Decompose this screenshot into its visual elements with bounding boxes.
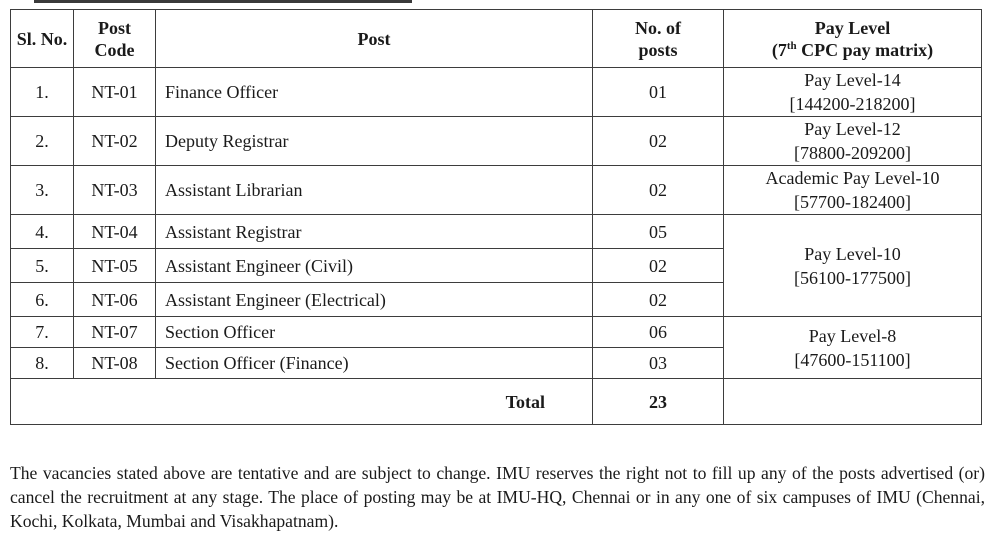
table-header-row bbox=[11, 10, 982, 68]
post-code-cell: NT-08 bbox=[74, 348, 156, 379]
header-post: Post bbox=[156, 10, 593, 68]
post-code-cell: NT-02 bbox=[74, 117, 156, 166]
sl-no-cell: 2. bbox=[11, 117, 74, 166]
post-name-cell: Section Officer bbox=[156, 317, 593, 348]
table-row bbox=[11, 117, 982, 166]
post-code-cell: NT-07 bbox=[74, 317, 156, 348]
post-count-cell: 02 bbox=[593, 117, 724, 166]
post-count-cell: 06 bbox=[593, 317, 724, 348]
post-code-cell: NT-04 bbox=[74, 215, 156, 249]
pay-level-name: Pay Level-10 bbox=[804, 243, 901, 264]
sl-no-cell: 5. bbox=[11, 249, 74, 283]
post-code-cell: NT-05 bbox=[74, 249, 156, 283]
header-num-posts: No. of posts bbox=[593, 10, 724, 68]
sl-no-cell: 1. bbox=[11, 68, 74, 117]
pay-level-name: Academic Pay Level-10 bbox=[765, 168, 940, 188]
top-rule-divider bbox=[34, 0, 412, 3]
header-post-code: Post Code bbox=[74, 10, 156, 68]
total-label: Total bbox=[11, 379, 593, 425]
post-count-cell: 05 bbox=[593, 215, 724, 249]
pay-level-range: [144200-218200] bbox=[789, 94, 916, 114]
post-count-cell: 03 bbox=[593, 348, 724, 379]
post-name-cell: Section Officer (Finance) bbox=[156, 348, 593, 379]
sl-no-cell: 7. bbox=[11, 317, 74, 348]
vacancy-note: The vacancies stated above are tentative and are subject to change. IMU reserves the right not to fill up any of the posts advertised (or) cancel the recruitment at any stage. The place of posting may be at IMU-HQ, Chennai or in any one of six campuses of IMU (Chennai, Kochi, Kolkata, Mumbai and Visakhapatnam). bbox=[10, 463, 985, 531]
table-row bbox=[11, 166, 982, 215]
post-name-cell: Assistant Librarian bbox=[156, 166, 593, 215]
post-count-cell: 02 bbox=[593, 249, 724, 283]
table-row bbox=[11, 215, 982, 249]
total-empty-cell bbox=[724, 379, 982, 425]
post-name-cell: Assistant Registrar bbox=[156, 215, 593, 249]
header-sl-no: Sl. No. bbox=[11, 10, 74, 68]
post-name-cell: Assistant Engineer (Civil) bbox=[156, 249, 593, 283]
pay-level-cell bbox=[724, 317, 982, 379]
posts-table bbox=[10, 9, 982, 425]
sl-no-cell: 8. bbox=[11, 348, 74, 379]
post-code-cell: NT-03 bbox=[74, 166, 156, 215]
pay-level-cell bbox=[724, 215, 982, 317]
pay-level-range: [56100-177500] bbox=[794, 267, 911, 288]
post-name-cell: Finance Officer bbox=[156, 68, 593, 117]
pay-level-name: Pay Level-14 bbox=[804, 70, 901, 90]
total-row bbox=[11, 379, 982, 425]
pay-level-range: [78800-209200] bbox=[794, 143, 911, 163]
post-count-cell: 01 bbox=[593, 68, 724, 117]
pay-level-cell bbox=[724, 68, 982, 117]
pay-level-range: [47600-151100] bbox=[794, 349, 911, 370]
post-name-cell: Assistant Engineer (Electrical) bbox=[156, 283, 593, 317]
table-row bbox=[11, 68, 982, 117]
total-value: 23 bbox=[593, 379, 724, 425]
pay-level-cell bbox=[724, 117, 982, 166]
pay-level-cell bbox=[724, 166, 982, 215]
sl-no-cell: 3. bbox=[11, 166, 74, 215]
pay-level-range: [57700-182400] bbox=[794, 192, 911, 212]
table-row bbox=[11, 317, 982, 348]
pay-level-name: Pay Level-8 bbox=[808, 325, 897, 346]
post-name-cell: Deputy Registrar bbox=[156, 117, 593, 166]
post-code-cell: NT-06 bbox=[74, 283, 156, 317]
header-pay-level: Pay Level (7th CPC pay matrix) bbox=[724, 10, 982, 68]
pay-level-name: Pay Level-12 bbox=[804, 119, 901, 139]
sl-no-cell: 6. bbox=[11, 283, 74, 317]
post-count-cell: 02 bbox=[593, 283, 724, 317]
post-code-cell: NT-01 bbox=[74, 68, 156, 117]
post-count-cell: 02 bbox=[593, 166, 724, 215]
sl-no-cell: 4. bbox=[11, 215, 74, 249]
